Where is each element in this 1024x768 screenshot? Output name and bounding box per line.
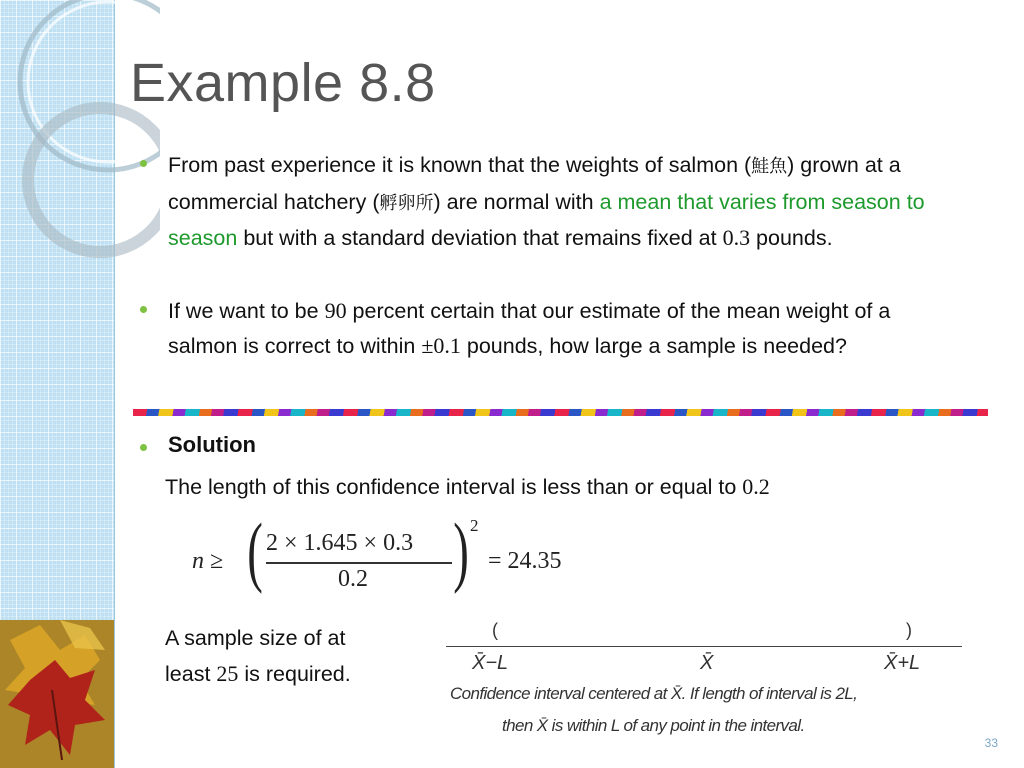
label-x-bar-plus-l: X̄+L xyxy=(884,652,921,674)
conclusion-line-1: A sample size of at xyxy=(165,626,346,650)
conclusion-text xyxy=(165,620,351,692)
bullet-paragraph-1 xyxy=(168,148,988,256)
text-segment: percent certain that our estimate of the mean weight of a salmon is correct to within xyxy=(168,299,891,358)
right-big-paren: ) xyxy=(453,507,469,594)
text-segment: From past experience it is known that the weights of salmon ( xyxy=(168,153,752,177)
text-segment: pounds. xyxy=(750,226,833,250)
autumn-leaves-image xyxy=(0,620,114,768)
formula-numerator: 2 × 1.645 × 0.3 xyxy=(266,530,414,556)
bullet-marker xyxy=(140,444,147,451)
left-big-paren: ( xyxy=(247,507,263,594)
interval-axis-line xyxy=(446,646,962,647)
highlighted-text: a mean that varies from season to season xyxy=(168,189,925,250)
text-segment: but with a standard deviation that remains fixed at xyxy=(237,226,723,250)
interval-right-paren: ) xyxy=(906,620,912,640)
solution-sentence xyxy=(165,474,770,500)
text-segment: ) grown at a commercial hatchery ( xyxy=(168,153,901,214)
math-value: ±0.1 xyxy=(421,332,461,358)
decorative-stripe xyxy=(133,409,988,416)
math-value: 25 xyxy=(216,661,239,686)
formula-lhs: n ≥ xyxy=(192,548,224,574)
label-x-bar: X̄ xyxy=(700,652,714,674)
text-segment: is required. xyxy=(238,662,351,686)
conclusion-line-2 xyxy=(165,656,351,692)
label-x-bar-minus-l: X̄−L xyxy=(472,652,509,674)
sample-size-formula xyxy=(190,507,610,602)
bullet-paragraph-2 xyxy=(168,294,948,363)
formula-exponent: 2 xyxy=(470,516,479,535)
text-segment: least xyxy=(165,662,217,686)
bullet-marker xyxy=(140,306,147,313)
formula-result: = 24.35 xyxy=(488,548,562,574)
slide-title: Example 8.8 xyxy=(130,53,436,113)
confidence-interval-diagram xyxy=(444,620,964,745)
text-segment: ) are normal with xyxy=(433,189,600,214)
solution-heading: Solution xyxy=(168,432,256,457)
math-value: 90 xyxy=(324,298,347,323)
interval-left-paren: ( xyxy=(492,620,498,640)
page-number: 33 xyxy=(984,736,998,750)
formula-denominator: 0.2 xyxy=(338,566,368,592)
math-value: 0.2 xyxy=(742,474,770,499)
text-segment: If we want to be xyxy=(168,299,325,323)
cjk-text: 孵卵所 xyxy=(379,192,434,214)
diagram-caption-line-2: then X̄ is within L of any point in the interval. xyxy=(502,716,805,735)
decorative-rings xyxy=(0,0,160,260)
fraction-bar xyxy=(266,562,452,564)
math-value: 0.3 xyxy=(722,225,751,250)
text-segment: The length of this confidence interval is less than or equal to xyxy=(165,475,743,499)
bullet-marker xyxy=(140,160,147,167)
text-segment: pounds, how large a sample is needed? xyxy=(460,333,847,358)
cjk-text: 鮭魚 xyxy=(751,156,788,177)
diagram-caption-line-1: Confidence interval centered at X̄. If length of interval is 2L, xyxy=(450,684,858,703)
